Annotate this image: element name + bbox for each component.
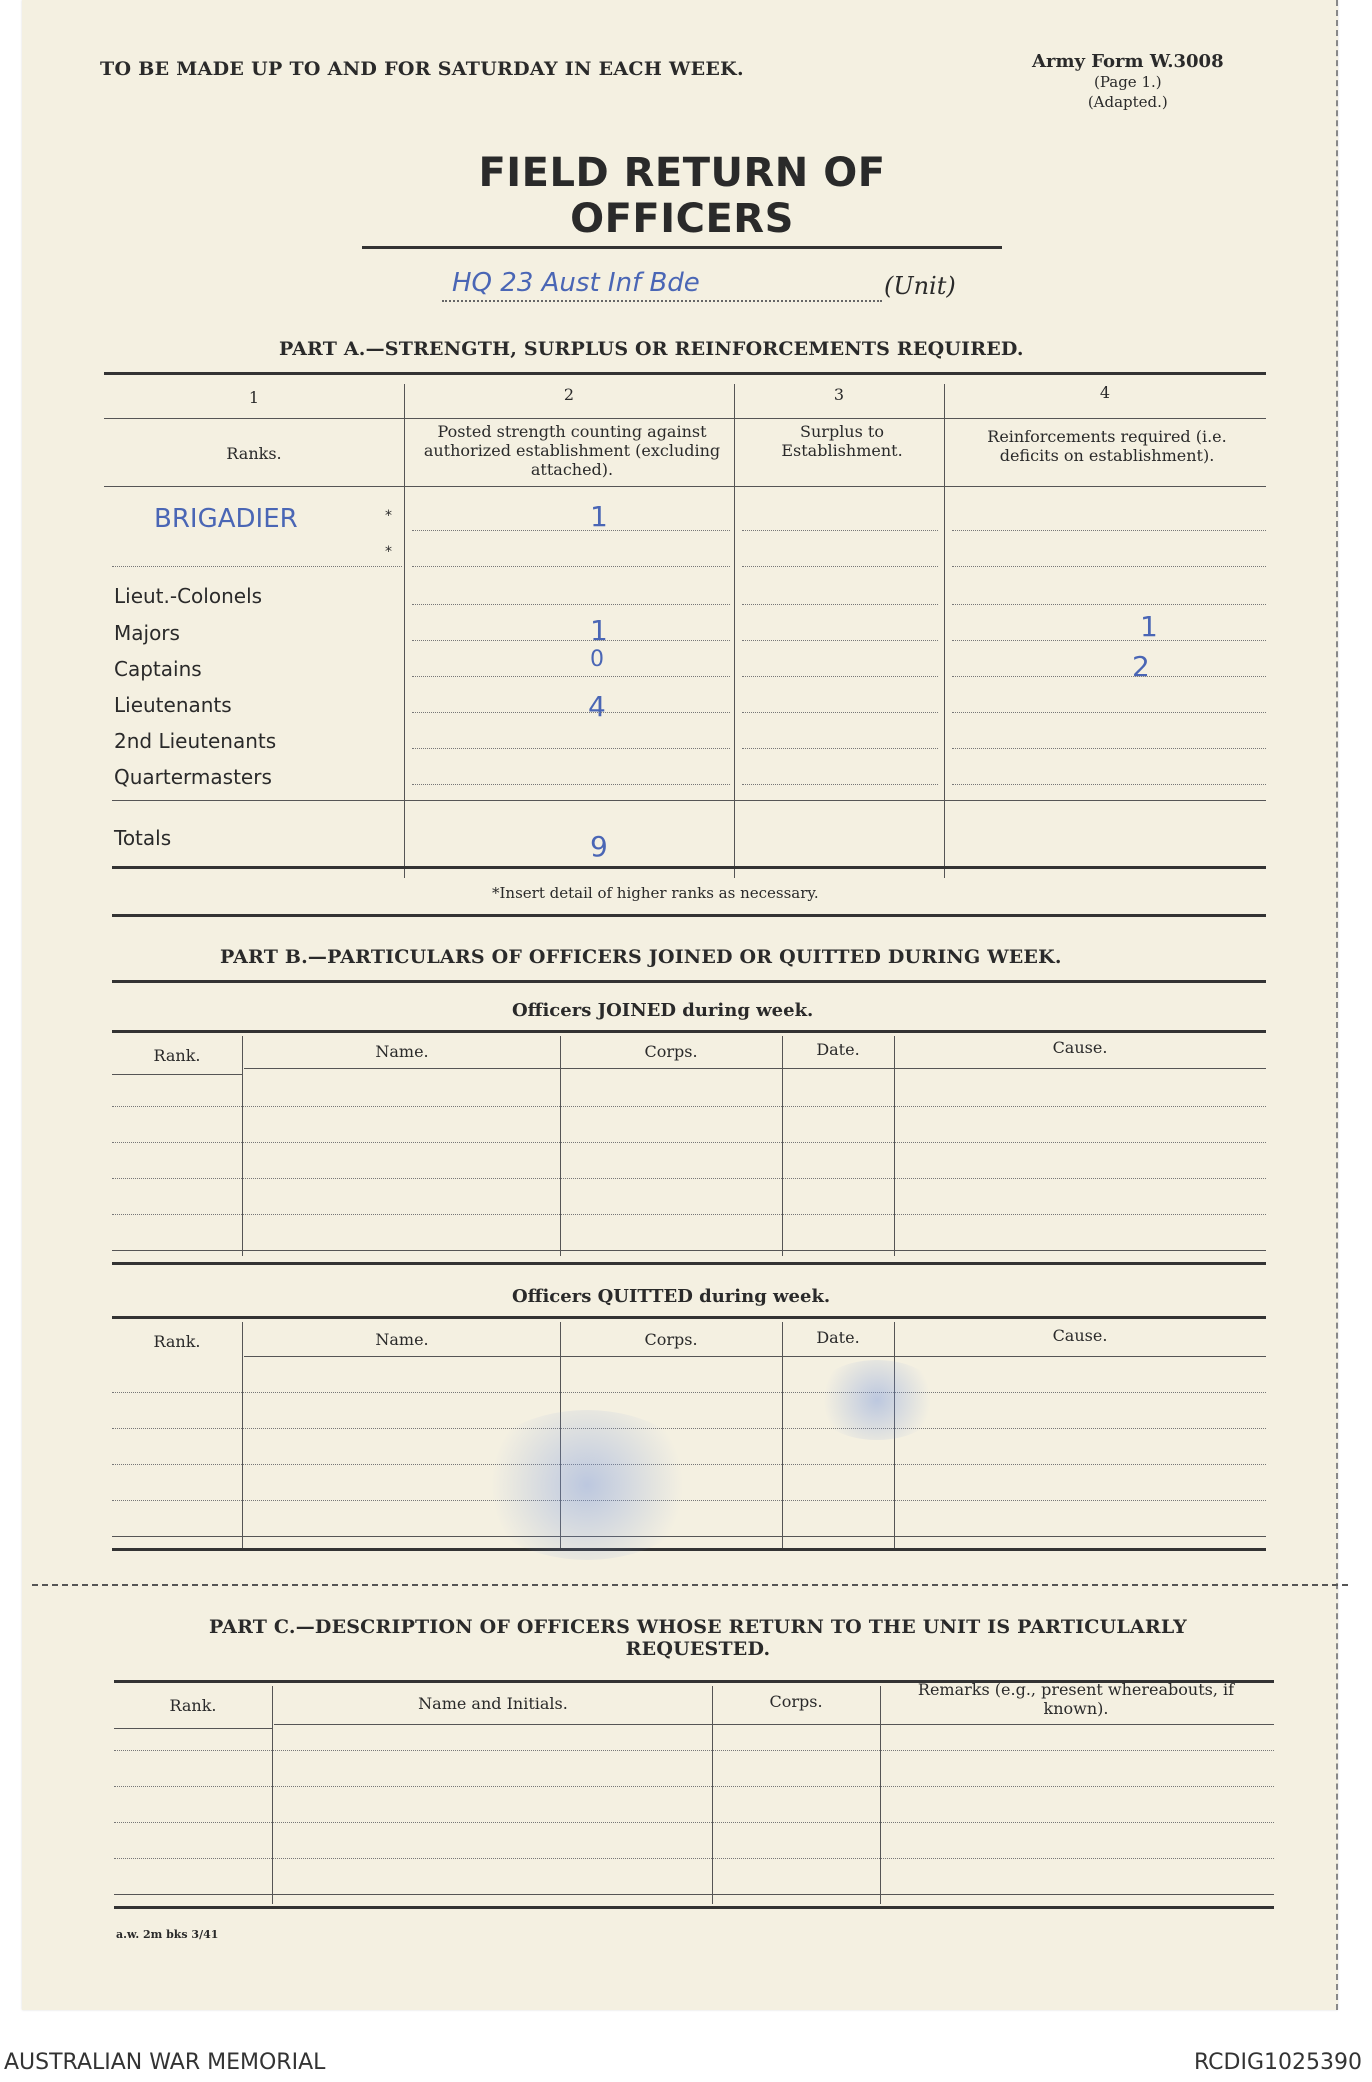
row-rule [742,530,938,531]
row-rule [952,530,1266,531]
posted-value: 0 [590,647,604,672]
part-a-header-rule [104,486,1266,487]
row-rule [952,604,1266,605]
unit-label: (Unit) [884,272,956,300]
quitted-col-corps: Corps. [644,1330,698,1349]
joined-col-cause: Cause. [1052,1038,1108,1057]
row-rule [412,712,730,713]
row-rule [412,530,730,531]
part-c-bottom-rule [114,1906,1274,1909]
part-a-col-divider [404,384,405,878]
form-instruction: TO BE MADE UP TO AND FOR SATURDAY IN EACH WEEK. [100,58,744,80]
col-number-1: 1 [248,388,260,407]
part-a-bottom-rule [112,866,1266,869]
row-rule [952,712,1266,713]
form-page: (Page 1.) [1093,73,1162,91]
joined-col-divider [242,1036,243,1256]
part-c-header-rule [114,1728,272,1729]
form-sheet [22,0,1338,2010]
joined-col-divider [894,1036,895,1256]
part-c-col-divider [880,1686,881,1904]
page-title: FIELD RETURN OF OFFICERS [362,150,1002,249]
part-c-col-name: Name and Initials. [418,1694,568,1713]
part-c-col-remarks: Remarks (e.g., present whereabouts, if known). [917,1680,1235,1718]
part-a-col-divider [944,384,945,878]
part-c-row-rule [114,1750,1274,1751]
row-rule [412,566,730,567]
print-code: a.w. 2m bks 3/41 [116,1928,219,1941]
part-c-row-rule [114,1858,1274,1859]
rank-row-label: 2nd Lieutenants [114,729,277,753]
quitted-title: Officers QUITTED during week. [512,1286,831,1307]
row-rule [112,566,402,567]
totals-rule [112,800,1266,801]
part-c-col-divider [712,1686,713,1904]
joined-col-divider [560,1036,561,1256]
joined-top-rule [112,1030,1266,1033]
part-b-top-rule [112,980,1266,983]
row-rule [412,784,730,785]
col-header-ranks: Ranks. [226,444,282,463]
col-number-3: 3 [833,385,845,404]
part-c-title [148,1616,1248,1660]
col-header-surplus: Surplus to Establishment. [781,422,903,460]
joined-col-rank: Rank. [153,1046,201,1065]
row-rule [742,676,938,677]
ink-blot [472,1410,702,1560]
joined-col-date: Date. [816,1040,860,1059]
part-c-header-rule [274,1724,1274,1725]
joined-row-rule [112,1178,1266,1179]
quitted-row-rule [112,1428,1266,1429]
joined-row-rule [112,1106,1266,1107]
joined-header-rule [244,1068,1266,1069]
row-rule [412,676,730,677]
caption-left: AUSTRALIAN WAR MEMORIAL [4,2050,326,2075]
part-b-title: PART B.—PARTICULARS OF OFFICERS JOINED OR QUITTED DURING WEEK. [220,946,1062,968]
part-c-col-corps: Corps. [769,1692,823,1711]
joined-row-rule [112,1214,1266,1215]
part-c-title-line1: PART C.—DESCRIPTION OF OFFICERS WHOSE RETURN TO THE UNIT IS PARTICULARLY [209,1616,1187,1638]
unit-handwritten-value: HQ 23 Aust Inf Bde [452,268,700,298]
rank-row-label: Lieutenants [114,693,232,717]
col-header-posted: Posted strength counting against authorized establishment (excluding attached). [423,422,721,479]
totals-posted-value: 9 [590,830,608,863]
row-rule [412,604,730,605]
part-a-top-rule [104,372,1266,375]
quitted-col-name: Name. [375,1330,429,1349]
part-a-title: PART A.—STRENGTH, SURPLUS OR REINFORCEMENTS REQUIRED. [279,338,1024,360]
quitted-col-cause: Cause. [1052,1326,1108,1345]
rank-row-label: Captains [114,657,202,681]
quitted-col-rank: Rank. [153,1332,201,1351]
totals-label: Totals [114,826,172,850]
form-number: Army Form W.3008 [1032,51,1224,72]
joined-header-rule [112,1074,242,1075]
row-rule [952,748,1266,749]
caption-right: RCDIG1025390 [1193,2050,1362,2075]
row-rule [742,748,938,749]
joined-row-rule [112,1250,1266,1251]
joined-col-divider [782,1036,783,1256]
joined-title: Officers JOINED during week. [512,1000,814,1021]
row-rule [742,566,938,567]
ink-blot [812,1360,942,1440]
quitted-header-rule [244,1356,1266,1357]
rank-row-label: BRIGADIER [154,504,298,534]
row-rule [742,712,938,713]
row-rule [952,784,1266,785]
row-rule [952,640,1266,641]
rank-row-label: Quartermasters [114,765,272,789]
quitted-row-rule [112,1392,1266,1393]
joined-row-rule [112,1142,1266,1143]
part-a-number-rule [104,418,1266,419]
joined-bottom-rule [112,1262,1266,1265]
part-c-col-divider [272,1686,273,1904]
perforation-line [32,1584,1348,1586]
row-rule [412,748,730,749]
row-rule [412,640,730,641]
part-c-row-rule [114,1894,1274,1895]
row-rule [742,604,938,605]
rank-row-label: Lieut.-Colonels [114,584,263,608]
row-rule [742,784,938,785]
row-rule [952,676,1266,677]
form-number-block [1032,52,1224,112]
reinforcement-value: 2 [1132,650,1150,683]
reinforcement-value: 1 [1140,610,1158,643]
quitted-top-rule [112,1316,1266,1319]
part-a-note: *Insert detail of higher ranks as necessary. [492,884,819,902]
row-rule [742,640,938,641]
part-c-row-rule [114,1822,1274,1823]
part-a-note-rule [112,914,1266,917]
quitted-bottom-rule [112,1548,1266,1551]
part-a-col-divider [734,384,735,878]
col-number-2: 2 [563,385,575,404]
posted-value: 4 [588,690,606,723]
quitted-row-rule [112,1536,1266,1537]
col-number-4: 4 [1099,383,1111,402]
rank-row-star: * [385,508,392,524]
col-header-reinforcements: Reinforcements required (i.e. deficits on establishment). [987,427,1227,465]
part-c-col-rank: Rank. [169,1696,217,1715]
joined-col-corps: Corps. [644,1042,698,1061]
posted-value: 1 [590,500,608,533]
part-c-row-rule [114,1786,1274,1787]
row-rule [952,566,1266,567]
posted-value: 1 [590,614,608,647]
rank-row-label: Majors [114,621,180,645]
rank-row-star: * [385,544,392,560]
form-adapted: (Adapted.) [1087,93,1168,111]
joined-col-name: Name. [375,1042,429,1061]
quitted-col-date: Date. [816,1328,860,1347]
part-c-title-line2: REQUESTED. [625,1638,771,1660]
quitted-col-divider [242,1322,243,1548]
